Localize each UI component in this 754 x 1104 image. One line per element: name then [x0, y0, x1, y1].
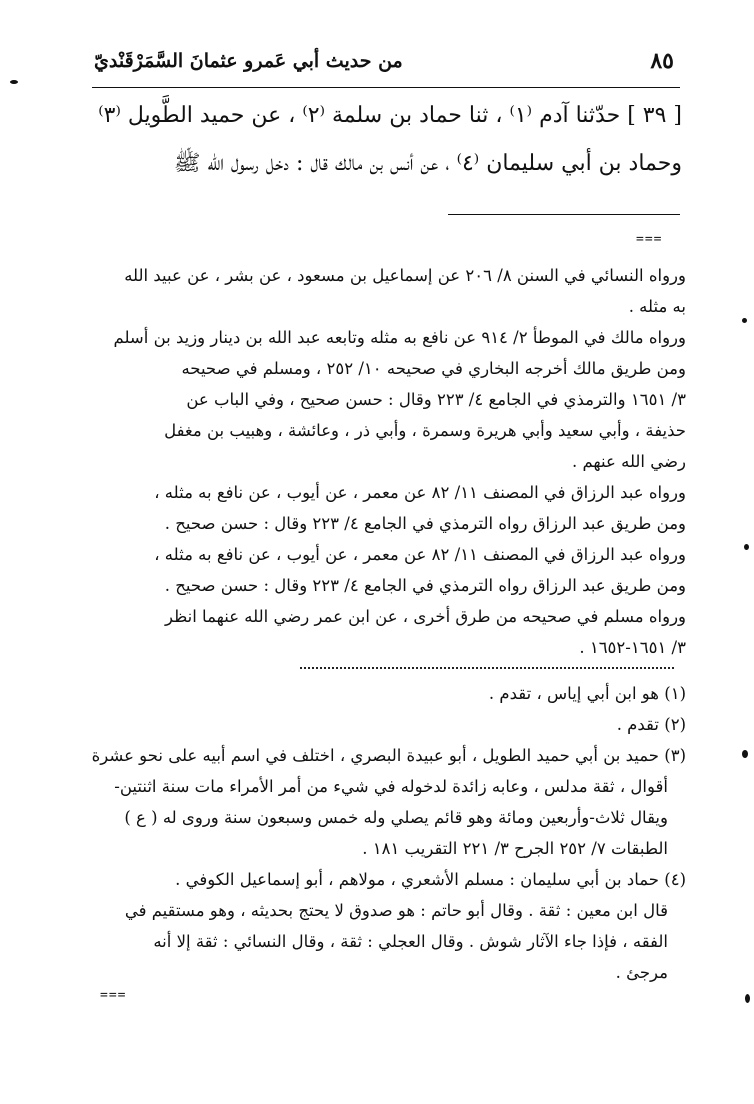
footnote-line: (١) هو ابن أبي إياس ، تقدم . [488, 684, 686, 703]
footnote-line: (٢) تقدم . [616, 715, 686, 734]
scan-speck [742, 750, 748, 758]
footnote-line: (٤) حماد بن أبي سليمان : مسلم الأشعري ، مولاهم ، أبو إسماعيل الكوفي . [175, 870, 686, 889]
continuation-marker-top: === [636, 232, 663, 247]
scan-speck [745, 994, 750, 1003]
commentary-line: ومن طريق مالك أخرجه البخاري في صحيحه ١٠/ ٢٥٢ ، ومسلم في صحيحه [181, 359, 686, 378]
footnotes-block [91, 678, 686, 988]
commentary-line: ٣/ ١٦٥١ والترمذي في الجامع ٤/ ٢٢٣ وقال : حسن صحيح ، وفي الباب عن [186, 390, 686, 409]
commentary-line: ورواه مالك في الموطأ ٢/ ٩١٤ عن نافع به مثله وتابعه عبد الله بن دينار وزيد بن أسلم [113, 328, 686, 347]
commentary-line: ورواه النسائي في السنن ٨/ ٢٠٦ عن إسماعيل بن مسعود ، عن بشر ، عن عبيد الله [124, 266, 686, 285]
footnote-line: الطبقات ٧/ ٢٥٢ الجرح ٣/ ٢٢١ التقريب ١٨١ . [362, 839, 668, 858]
scan-speck [10, 80, 18, 84]
commentary-line: رضي الله عنهم . [571, 452, 686, 471]
commentary-line: ورواه عبد الرزاق في المصنف ١١/ ٨٢ عن معمر ، عن أيوب ، عن نافع به مثله ، [154, 483, 686, 502]
footnote-line: (٣) حميد بن أبي حميد الطويل ، أبو عبيدة البصري ، اختلف في اسم أبيه على نحو عشرة [91, 746, 686, 765]
hadith-line: وحماد بن أبي سليمان ⁽٤⁾ ، عن أنس بن مالك قال : دخل رسول الله ﷺ [173, 151, 682, 176]
scan-speck [744, 544, 749, 550]
commentary-block [96, 260, 686, 663]
commentary-line: حذيفة ، وأبي سعيد وأبي هريرة وسمرة ، وأبي ذر ، وعائشة ، وهبيب بن مغفل [164, 421, 686, 440]
footnote-line: أقوال ، ثقة مدلس ، وعابه زائدة لدخوله في شيء من أمر الأمراء مات سنة اثنتين- [114, 777, 668, 796]
footnote-line: ويقال ثلاث-وأربعين ومائة وهو قائم يصلي وله خمس وسبعون سنة وروى له ( ع ) [124, 808, 668, 827]
footnote-line: قال ابن معين : ثقة . وقال أبو حاتم : هو صدوق لا يحتج بحديثه ، وهو مستقيم في [124, 901, 668, 920]
commentary-line: ٣/ ١٦٥١-١٦٥٢ . [579, 638, 686, 657]
footnote-separator [300, 667, 674, 669]
commentary-line: ورواه مسلم في صحيحه من طرق أخرى ، عن ابن عمر رضي الله عنهما انظر [165, 607, 686, 626]
page-number: ٨٥ [650, 48, 674, 74]
text-end-rule [448, 214, 680, 215]
commentary-line: ومن طريق عبد الرزاق رواه الترمذي في الجامع ٤/ ٢٢٣ وقال : حسن صحيح . [164, 514, 686, 533]
page-header [92, 42, 680, 88]
header-rule [92, 87, 680, 88]
footnote-line: الفقه ، فإذا جاء الآثار شوش . وقال العجلي : ثقة ، وقال النسائي : ثقة إلا أنه [153, 932, 668, 951]
hadith-text [92, 92, 682, 188]
running-title: من حديث أبي عَمرو عثمانَ السَّمَرْقَنْديّ [94, 50, 403, 72]
scan-speck [742, 318, 747, 323]
continuation-marker-bottom: === [100, 988, 127, 1003]
footnote-line: مرجئ . [615, 963, 668, 982]
commentary-line: ورواه عبد الرزاق في المصنف ١١/ ٨٢ عن معمر ، عن أيوب ، عن نافع به مثله ، [154, 545, 686, 564]
hadith-line: [ ٣٩ ] حدّثنا آدم ⁽١⁾ ، ثنا حماد بن سلمة ⁽٢⁾ ، عن حميد الطَّويل ⁽٣⁾ [98, 103, 682, 128]
commentary-line: ومن طريق عبد الرزاق رواه الترمذي في الجامع ٤/ ٢٢٣ وقال : حسن صحيح . [164, 576, 686, 595]
commentary-line: به مثله . [628, 297, 686, 316]
